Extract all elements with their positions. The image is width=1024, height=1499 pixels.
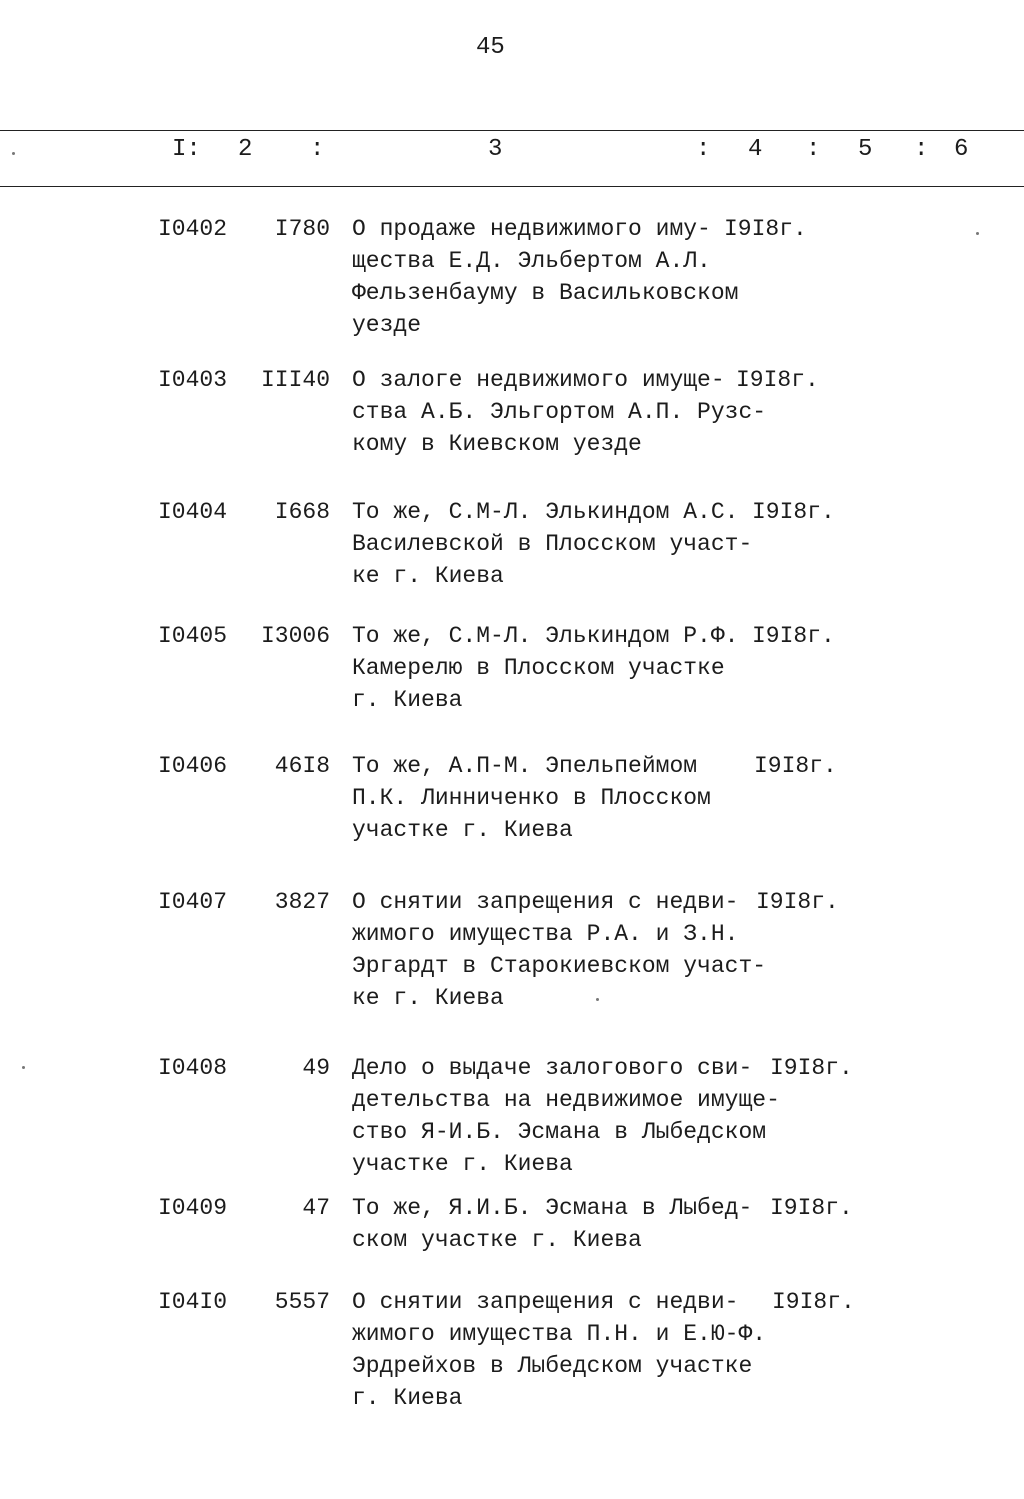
original-number: I668 bbox=[274, 499, 330, 525]
record-description bbox=[352, 496, 752, 592]
page-number: 45 bbox=[476, 34, 505, 61]
record-description bbox=[352, 1286, 767, 1414]
column-header-3: 3 bbox=[488, 136, 503, 163]
record-year: I9I8г. bbox=[752, 499, 835, 525]
original-number: 49 bbox=[302, 1055, 330, 1081]
record-year: I9I8г. bbox=[724, 216, 807, 242]
record-year: I9I8г. bbox=[736, 367, 819, 393]
description-line: То же, С.М-Л. Элькиндом Р.Ф. bbox=[352, 623, 739, 649]
original-number: I780 bbox=[274, 216, 330, 242]
record-year: I9I8г. bbox=[756, 889, 839, 915]
record-description bbox=[352, 1192, 752, 1256]
record-number: I0402 bbox=[158, 216, 228, 242]
record-year: I9I8г. bbox=[754, 753, 837, 779]
description-line: ке г. Киева bbox=[352, 563, 504, 589]
column-header-4: 4 bbox=[748, 136, 763, 163]
column-separator: : bbox=[806, 136, 821, 163]
description-line: То же, С.М-Л. Элькиндом А.С. bbox=[352, 499, 739, 525]
description-line: Василевской в Плосском участ- bbox=[352, 531, 753, 557]
record-year: I9I8г. bbox=[770, 1195, 853, 1221]
record-number: I0405 bbox=[158, 623, 228, 649]
record-year: I9I8г. bbox=[770, 1055, 853, 1081]
original-number: I3006 bbox=[260, 623, 330, 649]
record-description bbox=[352, 364, 767, 460]
column-header-6: 6 bbox=[954, 136, 969, 163]
column-separator: : bbox=[310, 136, 325, 163]
record-number: I0404 bbox=[158, 499, 228, 525]
description-line: кому в Киевском уезде bbox=[352, 431, 642, 457]
scan-speck bbox=[22, 1066, 25, 1069]
description-line: ство Я-И.Б. Эсмана в Лыбедском bbox=[352, 1119, 767, 1145]
description-line: ке г. Киева bbox=[352, 985, 504, 1011]
column-header-2: 2 bbox=[238, 136, 253, 163]
column-separator: : bbox=[914, 136, 929, 163]
original-number: 47 bbox=[302, 1195, 330, 1221]
record-description bbox=[352, 750, 752, 846]
record-number: I0406 bbox=[158, 753, 228, 779]
description-line: ском участке г. Киева bbox=[352, 1227, 642, 1253]
record-number: I0407 bbox=[158, 889, 228, 915]
description-line: О залоге недвижимого имуще- bbox=[352, 367, 725, 393]
description-line: г. Киева bbox=[352, 1385, 463, 1411]
description-line: г. Киева bbox=[352, 687, 463, 713]
record-description bbox=[352, 1052, 780, 1180]
description-line: Дело о выдаче залогового сви- bbox=[352, 1055, 753, 1081]
original-number: 46I8 bbox=[274, 753, 330, 779]
description-line: Эрдрейхов в Лыбедском участке bbox=[352, 1353, 753, 1379]
record-description bbox=[352, 213, 752, 341]
description-line: щества Е.Д. Эльбертом А.Л. bbox=[352, 248, 711, 274]
description-line: участке г. Киева bbox=[352, 817, 573, 843]
description-line: жимого имущества Р.А. и З.Н. bbox=[352, 921, 739, 947]
description-line: детельства на недвижимое имуще- bbox=[352, 1087, 780, 1113]
scan-speck bbox=[596, 998, 599, 1001]
record-description bbox=[352, 620, 752, 716]
record-number: I0403 bbox=[158, 367, 228, 393]
scan-speck bbox=[12, 152, 15, 155]
column-separator: : bbox=[696, 136, 711, 163]
record-number: I0408 bbox=[158, 1055, 228, 1081]
original-number: 3827 bbox=[274, 889, 330, 915]
original-number: 5557 bbox=[274, 1289, 330, 1315]
record-description bbox=[352, 886, 767, 1014]
header-rule-top bbox=[0, 130, 1024, 131]
description-line: О продаже недвижимого иму- bbox=[352, 216, 711, 242]
description-line: участке г. Киева bbox=[352, 1151, 573, 1177]
column-header-5: 5 bbox=[858, 136, 873, 163]
column-header-1: I: bbox=[172, 136, 201, 163]
scan-speck bbox=[976, 232, 979, 235]
record-year: I9I8г. bbox=[772, 1289, 855, 1315]
description-line: Эргардт в Старокиевском участ- bbox=[352, 953, 767, 979]
description-line: О снятии запрещения с недви- bbox=[352, 1289, 739, 1315]
description-line: О снятии запрещения с недви- bbox=[352, 889, 739, 915]
description-line: уезде bbox=[352, 312, 422, 338]
record-number: I04I0 bbox=[158, 1289, 228, 1315]
record-year: I9I8г. bbox=[752, 623, 835, 649]
description-line: То же, А.П-М. Эпельпеймом bbox=[352, 753, 698, 779]
description-line: Камерелю в Плосском участке bbox=[352, 655, 725, 681]
record-number: I0409 bbox=[158, 1195, 228, 1221]
description-line: жимого имущества П.Н. и Е.Ю-Ф. bbox=[352, 1321, 767, 1347]
description-line: П.К. Линниченко в Плосском bbox=[352, 785, 711, 811]
original-number: III40 bbox=[260, 367, 330, 393]
header-rule-bottom bbox=[0, 186, 1024, 187]
description-line: ства А.Б. Эльгортом А.П. Рузс- bbox=[352, 399, 767, 425]
description-line: То же, Я.И.Б. Эсмана в Лыбед- bbox=[352, 1195, 753, 1221]
description-line: Фельзенбауму в Васильковском bbox=[352, 280, 739, 306]
